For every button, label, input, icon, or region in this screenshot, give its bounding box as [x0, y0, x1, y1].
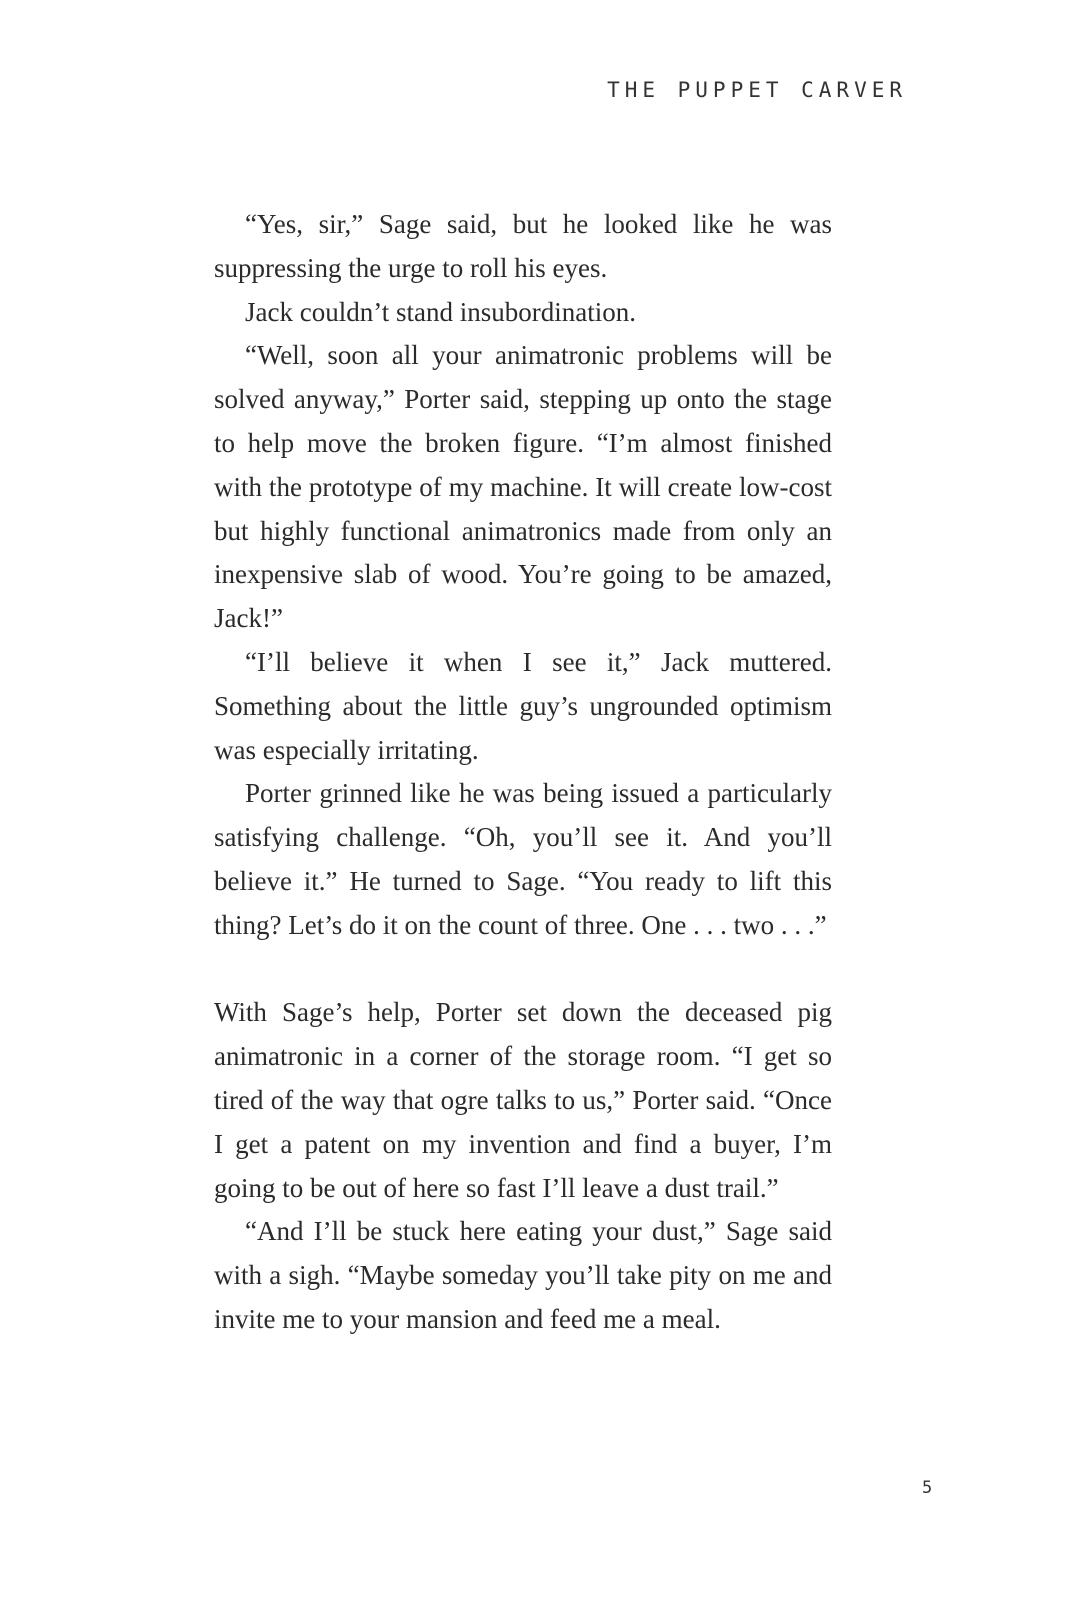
running-head-title: THE PUPPET CARVER: [607, 78, 907, 102]
page-number: 5: [922, 1478, 933, 1498]
paragraph: Porter grinned like he was being issued a particularly satisfying challenge. “Oh, you’ll see it. And you’ll believe it.” He turned to Sage. “You ready to lift this thing? Let’s do it on the count of three. One . . . two . . .”: [214, 778, 832, 940]
paragraph: “Yes, sir,” Sage said, but he looked like he was suppressing the urge to roll his eyes.: [214, 209, 832, 283]
paragraph: “And I’ll be stuck here eating your dust,” Sage said with a sigh. “Maybe someday you’ll take pity on me and invite me to your mansion and feed me a meal.: [214, 1216, 832, 1334]
paragraph-section-start: With Sage’s help, Porter set down the deceased pig animatronic in a corner of the storage room. “I get so tired of the way that ogre talks to us,” Porter said. “Once I get a patent on my invention and find a buyer, I’m going to be out of here so fast I’ll leave a dust trail.”: [214, 997, 832, 1203]
paragraph: “Well, soon all your animatronic problems will be solved anyway,” Porter said, stepping up onto the stage to help move the broken figure. “I’m almost finished with the prototype of my machine. It will create low-cost but highly functional animatronics made from only an inexpensive slab of wood. You’re going to be amazed, Jack!”: [214, 340, 832, 634]
page-body-text: [214, 203, 832, 1342]
paragraph: “I’ll believe it when I see it,” Jack muttered. Something about the little guy’s ungrounded optimism was especially irritating.: [214, 646, 832, 765]
paragraph: Jack couldn’t stand insubordination.: [245, 296, 636, 327]
